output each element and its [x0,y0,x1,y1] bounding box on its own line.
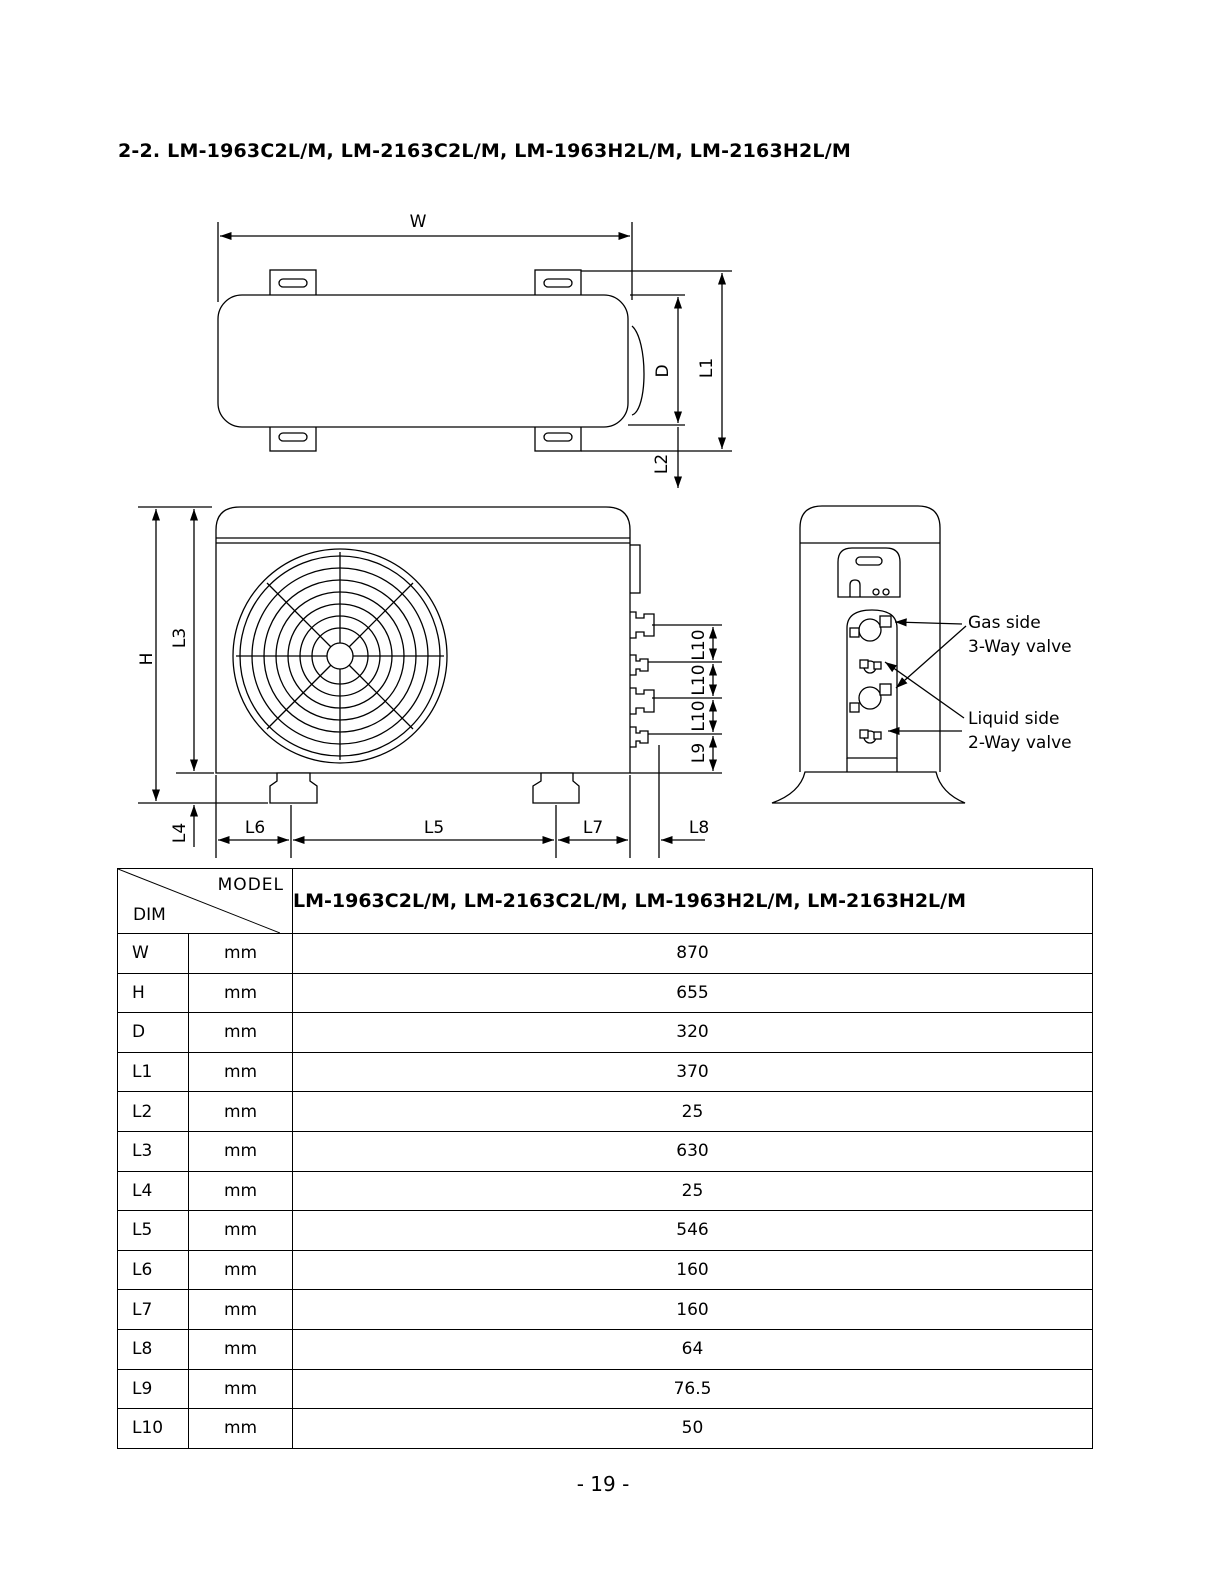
label-l2: L2 [652,453,672,475]
note-3way-valve: 3-Way valve [968,637,1072,657]
unit-cell: mm [189,1211,293,1251]
value-cell: 870 [293,934,1093,974]
label-d: D [653,364,673,378]
table-row [118,973,1093,1013]
label-l10-top: L10 [689,629,709,661]
unit-cell: mm [189,1092,293,1132]
dim-cell: L9 [118,1369,189,1409]
dim-cell: L2 [118,1092,189,1132]
table-header-row [118,869,1093,934]
dim-cell: L7 [118,1290,189,1330]
table-row [118,1013,1093,1053]
label-l8: L8 [688,818,710,838]
header-dim: DIM [133,905,166,925]
label-l5: L5 [423,818,445,838]
value-cell: 370 [293,1052,1093,1092]
value-cell: 25 [293,1171,1093,1211]
unit-cell: mm [189,1329,293,1369]
dim-cell: L8 [118,1329,189,1369]
label-h: H [137,652,157,666]
page-number: - 19 - [576,1472,630,1496]
dim-cell: L1 [118,1052,189,1092]
value-cell: 160 [293,1250,1093,1290]
table-corner-header [118,869,293,934]
value-cell: 546 [293,1211,1093,1251]
value-cell: 64 [293,1329,1093,1369]
dimension-drawing [0,190,1220,860]
table-row [118,1131,1093,1171]
dim-cell: L4 [118,1171,189,1211]
label-l4: L4 [170,822,190,844]
header-models: LM-1963C2L/M, LM-2163C2L/M, LM-1963H2L/M, LM-2163H2L/M [293,869,1093,934]
unit-cell: mm [189,1369,293,1409]
unit-cell: mm [189,1171,293,1211]
note-liquid-side: Liquid side [968,709,1060,729]
unit-cell: mm [189,973,293,1013]
top-view [218,222,732,488]
label-l10-bottom: L10 [689,700,709,732]
value-cell: 50 [293,1409,1093,1449]
table-row [118,1290,1093,1330]
side-view [772,506,966,803]
value-cell: 160 [293,1290,1093,1330]
dim-cell: L6 [118,1250,189,1290]
label-l9: L9 [689,742,709,764]
table-row [118,1092,1093,1132]
table-row [118,1171,1093,1211]
dim-cell: L10 [118,1409,189,1449]
section-title: 2-2. LM-1963C2L/M, LM-2163C2L/M, LM-1963H2L/M, LM-2163H2L/M [118,140,851,162]
front-view [138,507,722,858]
unit-cell: mm [189,1290,293,1330]
dim-cell: W [118,934,189,974]
unit-cell: mm [189,934,293,974]
dim-cell: H [118,973,189,1013]
dim-cell: D [118,1013,189,1053]
label-l3: L3 [170,627,190,649]
label-l7: L7 [582,818,604,838]
label-l1: L1 [697,357,717,379]
label-w: W [409,212,427,232]
note-2way-valve: 2-Way valve [968,733,1072,753]
table-row [118,1369,1093,1409]
value-cell: 76.5 [293,1369,1093,1409]
value-cell: 320 [293,1013,1093,1053]
table-row [118,1329,1093,1369]
value-cell: 25 [293,1092,1093,1132]
dim-cell: L3 [118,1131,189,1171]
table-row [118,934,1093,974]
unit-cell: mm [189,1250,293,1290]
label-l6: L6 [244,818,266,838]
table-row [118,1409,1093,1449]
label-l10-middle: L10 [689,664,709,696]
unit-cell: mm [189,1131,293,1171]
table-row [118,1211,1093,1251]
unit-cell: mm [189,1409,293,1449]
table-row [118,1052,1093,1092]
note-gas-side: Gas side [968,613,1041,633]
value-cell: 630 [293,1131,1093,1171]
dim-cell: L5 [118,1211,189,1251]
unit-cell: mm [189,1013,293,1053]
header-model: MODEL [217,875,284,895]
dimension-table [117,868,1093,1449]
value-cell: 655 [293,973,1093,1013]
table-row [118,1250,1093,1290]
unit-cell: mm [189,1052,293,1092]
